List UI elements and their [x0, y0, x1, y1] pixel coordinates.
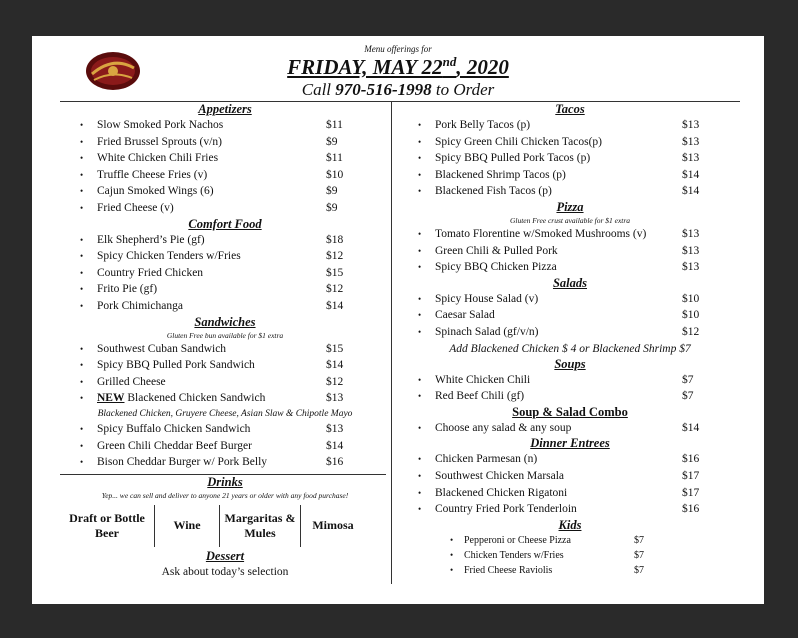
item-name: Blackened Shrimp Tacos (p) — [435, 168, 566, 181]
item-price: $7 — [682, 390, 694, 403]
section-title-soup-salad-combo: Soup & Salad Combo — [512, 404, 628, 419]
item-name: Blackened Chicken Rigatoni — [435, 486, 568, 499]
item-name: Green Chili & Pulled Pork — [435, 244, 558, 257]
item-price: $16 — [326, 456, 344, 469]
item-price: $14 — [682, 421, 700, 434]
section-title-drinks: Drinks — [207, 474, 243, 489]
list-item — [60, 374, 390, 391]
item-price: $13 — [682, 244, 700, 257]
item-price: $15 — [326, 266, 344, 279]
dessert-text: Ask about today’s selection — [161, 565, 289, 578]
bullet-icon: • — [418, 310, 422, 321]
item-name: Fried Cheese Raviolis — [464, 564, 553, 576]
kids-list — [398, 533, 742, 578]
bullet-icon: • — [418, 391, 422, 402]
sandwiches-list-b — [60, 421, 390, 471]
list-item — [398, 388, 742, 405]
salad-addon-note: Add Blackened Chicken $ 4 or Blackened Shrimp $7 — [449, 342, 691, 355]
combo-list — [398, 420, 742, 437]
section-title-appetizers: Appetizers — [198, 102, 252, 116]
bullet-icon: • — [418, 470, 422, 481]
list-item — [398, 226, 742, 243]
menu-date: FRIDAY, MAY 22nd, 2020 — [287, 54, 509, 79]
bullet-icon: • — [418, 245, 422, 256]
item-price: $14 — [326, 439, 344, 452]
item-name: Spicy House Salad (v) — [435, 292, 539, 305]
item-price: $12 — [326, 283, 344, 296]
bullet-icon: • — [80, 153, 84, 164]
list-item — [60, 341, 390, 358]
item-price: $9 — [326, 201, 338, 214]
item-price: $10 — [682, 292, 700, 305]
list-item — [60, 265, 390, 282]
item-price: $13 — [326, 392, 344, 405]
tacos-list — [398, 117, 742, 200]
soups-list — [398, 372, 742, 405]
entrees-list — [398, 451, 742, 517]
item-name: Spicy Chicken Tenders w/Fries — [97, 250, 241, 263]
appetizers-list — [60, 117, 390, 217]
item-name: Tomato Florentine w/Smoked Mushrooms (v) — [435, 227, 647, 240]
list-item — [398, 563, 742, 578]
bullet-icon: • — [80, 457, 84, 468]
bullet-icon: • — [418, 186, 422, 197]
section-title-salads: Salads — [552, 275, 588, 290]
item-price: $7 — [634, 534, 644, 546]
item-name: Spicy Buffalo Chicken Sandwich — [97, 422, 251, 435]
list-item — [60, 200, 390, 217]
item-price: $9 — [326, 185, 338, 198]
menu-page — [32, 36, 764, 604]
section-title-tacos: Tacos — [555, 102, 585, 116]
bullet-icon: • — [80, 267, 84, 278]
list-item — [398, 501, 742, 518]
item-price: $14 — [682, 185, 700, 198]
drinks-options — [60, 503, 390, 549]
item-name: Bison Cheddar Burger w/ Pork Belly — [97, 456, 268, 469]
item-name: Blackened Fish Tacos (p) — [435, 185, 552, 198]
bullet-icon: • — [418, 504, 422, 515]
list-item — [398, 243, 742, 260]
item-price: $12 — [326, 250, 344, 263]
list-item — [398, 117, 742, 134]
item-name: Green Chili Cheddar Beef Burger — [97, 439, 252, 452]
item-price: $14 — [326, 299, 344, 312]
left-column — [60, 102, 390, 580]
section-title-sandwiches: Sandwiches — [194, 314, 256, 329]
list-item — [398, 167, 742, 184]
gluten-free-bun-note: Gluten Free bun available for $1 extra — [166, 330, 284, 340]
item-price: $13 — [682, 119, 700, 131]
item-name: Elk Shepherd’s Pie (gf) — [97, 233, 205, 246]
bullet-icon: • — [80, 202, 84, 213]
item-price: $14 — [326, 359, 344, 372]
item-name: Country Fried Pork Tenderloin — [435, 503, 577, 516]
bullet-icon: • — [80, 234, 84, 245]
column-divider — [391, 102, 392, 584]
item-name: Slow Smoked Pork Nachos — [97, 119, 224, 131]
right-column — [398, 102, 742, 578]
bullet-icon: • — [80, 251, 84, 262]
list-item — [60, 421, 390, 438]
item-price: $7 — [634, 564, 644, 576]
bullet-icon: • — [418, 454, 422, 465]
list-item — [60, 357, 390, 374]
item-price: $10 — [326, 168, 344, 181]
list-item — [60, 390, 390, 407]
bullet-icon: • — [450, 564, 454, 575]
item-name: Southwest Cuban Sandwich — [97, 342, 227, 355]
item-name: Spicy Green Chili Chicken Tacos(p) — [435, 135, 602, 148]
item-name: Pepperoni or Cheese Pizza — [464, 534, 571, 546]
item-price: $16 — [682, 453, 700, 466]
bullet-icon: • — [418, 293, 422, 304]
item-price: $13 — [682, 135, 700, 148]
item-price: $17 — [682, 469, 700, 482]
item-name: Frito Pie (gf) — [97, 283, 158, 296]
bullet-icon: • — [80, 186, 84, 197]
item-name: Spinach Salad (gf/v/n) — [435, 325, 539, 338]
list-item — [60, 150, 390, 167]
section-title-dinner-entrees: Dinner Entrees — [530, 436, 610, 451]
item-price: $13 — [682, 261, 700, 274]
bullet-icon: • — [80, 360, 84, 371]
list-item — [398, 259, 742, 276]
list-item — [60, 134, 390, 151]
list-item — [398, 183, 742, 200]
item-name: White Chicken Chili — [435, 373, 531, 386]
bullet-icon: • — [80, 136, 84, 147]
list-item — [60, 232, 390, 249]
item-name: Cajun Smoked Wings (6) — [97, 185, 214, 198]
phone-number[interactable]: 970-516-1998 — [335, 80, 432, 99]
item-name: Chicken Parmesan (n) — [435, 453, 538, 466]
bullet-icon: • — [80, 300, 84, 311]
drink-beer: Draft or Bottle Beer — [69, 510, 145, 540]
bullet-icon: • — [450, 534, 454, 545]
item-name: Spicy BBQ Pulled Pork Sandwich — [97, 359, 255, 372]
item-price: $13 — [682, 227, 700, 240]
drinks-note: Yep... we can sell and deliver to anyone 21 years or older with any food purchase! — [101, 490, 349, 500]
bullet-icon: • — [418, 169, 422, 180]
item-price: $13 — [682, 152, 700, 165]
item-name: Grilled Cheese — [97, 375, 166, 388]
bullet-icon: • — [80, 376, 84, 387]
gluten-free-crust-note: Gluten Free crust available for $1 extra — [509, 215, 631, 225]
bullet-icon: • — [418, 153, 422, 164]
comfort-food-list — [60, 232, 390, 315]
section-title-dessert: Dessert — [205, 548, 245, 563]
item-price: $10 — [682, 309, 700, 322]
list-item — [398, 468, 742, 485]
bullet-icon: • — [80, 120, 84, 130]
list-item — [398, 451, 742, 468]
item-name: White Chicken Chili Fries — [97, 152, 219, 165]
list-item — [60, 298, 390, 315]
item-price: $16 — [682, 503, 700, 516]
drink-wine: Wine — [173, 518, 201, 533]
list-item — [60, 183, 390, 200]
item-name: Truffle Cheese Fries (v) — [97, 168, 208, 181]
call-to-order: Call 970-516-1998 to Order — [301, 80, 495, 99]
item-name: Country Fried Chicken — [97, 266, 204, 279]
pizza-list — [398, 226, 742, 276]
item-price: $12 — [326, 375, 344, 388]
item-name: Pork Chimichanga — [97, 299, 183, 312]
item-price: $17 — [682, 486, 700, 499]
bullet-icon: • — [80, 393, 84, 404]
new-badge: NEW — [97, 392, 125, 405]
item-price: $12 — [682, 325, 700, 338]
drink-mimosa: Mimosa — [312, 518, 354, 533]
bullet-icon: • — [80, 423, 84, 434]
bullet-icon: • — [418, 422, 422, 433]
list-item — [60, 117, 390, 134]
list-item — [398, 372, 742, 389]
bullet-icon: • — [80, 343, 84, 354]
item-name: Caesar Salad — [435, 309, 495, 322]
list-item — [398, 134, 742, 151]
bullet-icon: • — [418, 228, 422, 239]
sandwiches-list-a — [60, 341, 390, 391]
list-item — [398, 150, 742, 167]
list-item — [398, 291, 742, 308]
list-item — [398, 485, 742, 502]
item-price: $13 — [326, 422, 344, 435]
item-name: Spicy BBQ Pulled Pork Tacos (p) — [435, 152, 591, 165]
list-item — [60, 167, 390, 184]
bullet-icon: • — [418, 374, 422, 385]
section-title-soups: Soups — [554, 356, 586, 371]
list-item — [398, 533, 742, 548]
item-name: Blackened Chicken Sandwich — [124, 392, 266, 405]
bullet-icon: • — [418, 487, 422, 498]
item-price: $14 — [682, 168, 700, 181]
bullet-icon: • — [418, 262, 422, 273]
bullet-icon: • — [418, 326, 422, 337]
new-sandwich-description: Blackened Chicken, Gruyere Cheese, Asian Slaw & Chipotle Mayo — [97, 408, 353, 419]
item-price: $15 — [326, 342, 344, 355]
new-sandwich-list — [60, 390, 390, 407]
item-price: $11 — [326, 119, 343, 131]
list-item — [60, 281, 390, 298]
item-name: Southwest Chicken Marsala — [435, 469, 565, 482]
list-item — [398, 307, 742, 324]
item-name: Fried Cheese (v) — [97, 201, 174, 214]
item-name: Choose any salad & any soup — [435, 421, 572, 434]
list-item — [60, 438, 390, 455]
bullet-icon: • — [418, 120, 422, 130]
item-name: Spicy BBQ Chicken Pizza — [435, 261, 557, 274]
section-title-comfort-food: Comfort Food — [188, 216, 262, 231]
bullet-icon: • — [80, 440, 84, 451]
item-price: $11 — [326, 152, 343, 165]
bullet-icon: • — [80, 284, 84, 295]
item-price: $7 — [634, 549, 644, 561]
item-name: Fried Brussel Sprouts (v/n) — [97, 135, 222, 148]
item-price: $9 — [326, 135, 338, 148]
list-item — [398, 324, 742, 341]
item-name: Red Beef Chili (gf) — [435, 390, 525, 403]
bullet-icon: • — [450, 549, 454, 560]
section-title-kids: Kids — [558, 517, 582, 532]
list-item — [60, 248, 390, 265]
section-title-pizza: Pizza — [556, 199, 584, 214]
list-item — [398, 548, 742, 563]
item-name: Chicken Tenders w/Fries — [464, 549, 564, 561]
list-item — [60, 454, 390, 471]
menu-subtitle: Menu offerings for — [364, 44, 432, 54]
bullet-icon: • — [80, 169, 84, 180]
salads-list — [398, 291, 742, 341]
item-price: $7 — [682, 373, 694, 386]
bullet-icon: • — [418, 136, 422, 147]
item-name: Pork Belly Tacos (p) — [435, 119, 531, 131]
drink-margaritas: Margaritas & Mules — [224, 510, 296, 540]
item-price: $18 — [326, 233, 344, 246]
list-item — [398, 420, 742, 437]
